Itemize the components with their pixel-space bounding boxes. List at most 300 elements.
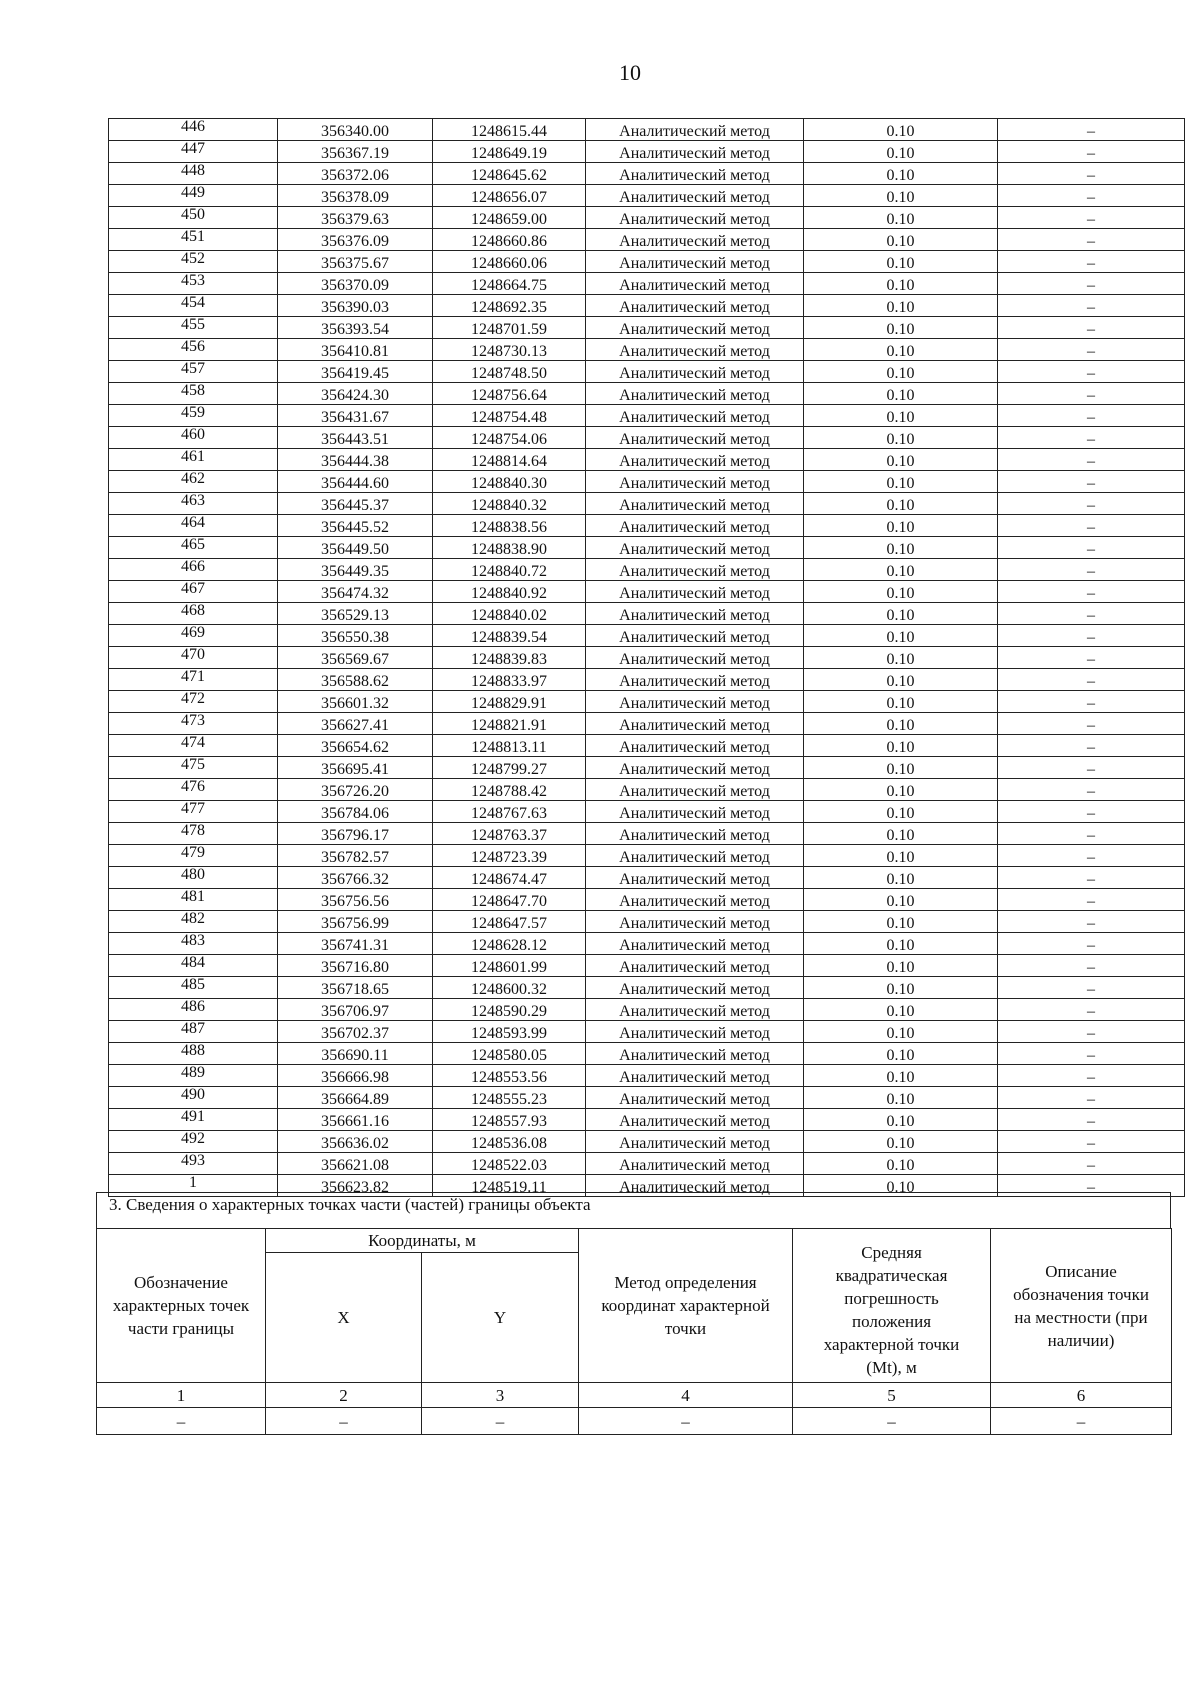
accuracy-cell: 0.10 — [804, 361, 998, 383]
table-row — [109, 405, 1185, 427]
point-id-cell: 475 — [109, 757, 278, 779]
method-cell: Аналитический метод — [586, 559, 804, 581]
method-cell: Аналитический метод — [586, 427, 804, 449]
method-cell: Аналитический метод — [586, 735, 804, 757]
accuracy-cell: 0.10 — [804, 779, 998, 801]
method-cell: Аналитический метод — [586, 823, 804, 845]
table-row — [109, 515, 1185, 537]
description-cell: – — [998, 999, 1185, 1021]
point-id-cell: 471 — [109, 669, 278, 691]
y-coordinate-cell: 1248788.42 — [433, 779, 586, 801]
description-cell: – — [998, 647, 1185, 669]
method-cell: Аналитический метод — [586, 141, 804, 163]
x-coordinate-cell: 356340.00 — [278, 119, 433, 141]
table-row — [109, 229, 1185, 251]
x-coordinate-cell: 356661.16 — [278, 1109, 433, 1131]
x-coordinate-cell: 356393.54 — [278, 317, 433, 339]
point-id-cell: 489 — [109, 1065, 278, 1087]
x-coordinate-cell: 356621.08 — [278, 1153, 433, 1175]
y-coordinate-cell: 1248601.99 — [433, 955, 586, 977]
table-row — [109, 625, 1185, 647]
description-cell: – — [998, 141, 1185, 163]
accuracy-cell: 0.10 — [804, 427, 998, 449]
x-coordinate-cell: 356370.09 — [278, 273, 433, 295]
accuracy-cell: 0.10 — [804, 471, 998, 493]
point-id-cell: 480 — [109, 867, 278, 889]
coordinates-table-body — [109, 119, 1185, 1197]
y-coordinate-cell: 1248647.57 — [433, 911, 586, 933]
description-cell: – — [998, 867, 1185, 889]
y-coordinate-cell: 1248645.62 — [433, 163, 586, 185]
x-coordinate-cell: 356664.89 — [278, 1087, 433, 1109]
accuracy-cell: 0.10 — [804, 669, 998, 691]
x-coordinate-cell: 356569.67 — [278, 647, 433, 669]
point-id-cell: 457 — [109, 361, 278, 383]
description-cell: – — [998, 603, 1185, 625]
table-row — [109, 955, 1185, 977]
description-cell: – — [998, 977, 1185, 999]
y-coordinate-cell: 1248600.32 — [433, 977, 586, 999]
method-cell: Аналитический метод — [586, 383, 804, 405]
method-cell: Аналитический метод — [586, 779, 804, 801]
x-coordinate-cell: 356379.63 — [278, 207, 433, 229]
x-coordinate-cell: 356716.80 — [278, 955, 433, 977]
accuracy-cell: 0.10 — [804, 1131, 998, 1153]
description-cell: – — [998, 515, 1185, 537]
y-coordinate-cell: 1248647.70 — [433, 889, 586, 911]
table-row — [109, 581, 1185, 603]
description-cell: – — [998, 1065, 1185, 1087]
table-row — [109, 1043, 1185, 1065]
y-coordinate-cell: 1248767.63 — [433, 801, 586, 823]
y-coordinate-cell: 1248522.03 — [433, 1153, 586, 1175]
empty-cell: – — [579, 1408, 793, 1435]
point-id-cell: 450 — [109, 207, 278, 229]
accuracy-cell: 0.10 — [804, 1175, 998, 1197]
y-coordinate-cell: 1248748.50 — [433, 361, 586, 383]
point-id-cell: 478 — [109, 823, 278, 845]
accuracy-cell: 0.10 — [804, 273, 998, 295]
point-id-cell: 484 — [109, 955, 278, 977]
point-id-cell: 460 — [109, 427, 278, 449]
method-cell: Аналитический метод — [586, 251, 804, 273]
point-id-cell: 485 — [109, 977, 278, 999]
x-coordinate-cell: 356424.30 — [278, 383, 433, 405]
y-coordinate-cell: 1248519.11 — [433, 1175, 586, 1197]
description-cell: – — [998, 933, 1185, 955]
description-cell: – — [998, 757, 1185, 779]
table-row — [109, 427, 1185, 449]
description-cell: – — [998, 779, 1185, 801]
description-cell: – — [998, 801, 1185, 823]
method-cell: Аналитический метод — [586, 911, 804, 933]
description-cell: – — [998, 1087, 1185, 1109]
description-cell: – — [998, 185, 1185, 207]
point-id-cell: 466 — [109, 559, 278, 581]
x-coordinate-cell: 356702.37 — [278, 1021, 433, 1043]
col-coordinates-header: Координаты, м — [266, 1229, 579, 1253]
empty-cell: – — [793, 1408, 991, 1435]
accuracy-cell: 0.10 — [804, 185, 998, 207]
table-row — [109, 977, 1185, 999]
x-coordinate-cell: 356588.62 — [278, 669, 433, 691]
method-cell: Аналитический метод — [586, 207, 804, 229]
x-coordinate-cell: 356726.20 — [278, 779, 433, 801]
accuracy-cell: 0.10 — [804, 1043, 998, 1065]
description-cell: – — [998, 1131, 1185, 1153]
x-coordinate-cell: 356756.56 — [278, 889, 433, 911]
x-coordinate-cell: 356718.65 — [278, 977, 433, 999]
y-coordinate-cell: 1248840.72 — [433, 559, 586, 581]
x-coordinate-cell: 356601.32 — [278, 691, 433, 713]
col-number-cell: 5 — [793, 1383, 991, 1408]
description-cell: – — [998, 537, 1185, 559]
point-id-cell: 492 — [109, 1131, 278, 1153]
accuracy-cell: 0.10 — [804, 845, 998, 867]
point-id-cell: 463 — [109, 493, 278, 515]
x-coordinate-cell: 356372.06 — [278, 163, 433, 185]
description-cell: – — [998, 1109, 1185, 1131]
point-id-cell: 493 — [109, 1153, 278, 1175]
description-cell: – — [998, 163, 1185, 185]
table-row — [109, 801, 1185, 823]
x-coordinate-cell: 356654.62 — [278, 735, 433, 757]
point-id-cell: 453 — [109, 273, 278, 295]
y-coordinate-cell: 1248628.12 — [433, 933, 586, 955]
point-id-cell: 462 — [109, 471, 278, 493]
y-coordinate-cell: 1248656.07 — [433, 185, 586, 207]
point-id-cell: 487 — [109, 1021, 278, 1043]
y-coordinate-cell: 1248799.27 — [433, 757, 586, 779]
coordinates-table — [108, 118, 1185, 1197]
accuracy-cell: 0.10 — [804, 735, 998, 757]
empty-cell: – — [266, 1408, 422, 1435]
x-coordinate-cell: 356443.51 — [278, 427, 433, 449]
table-row — [109, 735, 1185, 757]
y-coordinate-cell: 1248674.47 — [433, 867, 586, 889]
accuracy-cell: 0.10 — [804, 713, 998, 735]
description-cell: – — [998, 251, 1185, 273]
method-cell: Аналитический метод — [586, 515, 804, 537]
x-coordinate-cell: 356445.37 — [278, 493, 433, 515]
accuracy-cell: 0.10 — [804, 559, 998, 581]
x-coordinate-cell: 356741.31 — [278, 933, 433, 955]
method-cell: Аналитический метод — [586, 405, 804, 427]
method-cell: Аналитический метод — [586, 955, 804, 977]
y-coordinate-cell: 1248664.75 — [433, 273, 586, 295]
description-cell: – — [998, 1021, 1185, 1043]
point-id-cell: 479 — [109, 845, 278, 867]
table-row — [109, 713, 1185, 735]
col-method-header: Метод определения координат характерной точки — [579, 1229, 793, 1383]
method-cell: Аналитический метод — [586, 669, 804, 691]
y-coordinate-cell: 1248649.19 — [433, 141, 586, 163]
method-cell: Аналитический метод — [586, 317, 804, 339]
empty-cell: – — [422, 1408, 579, 1435]
method-cell: Аналитический метод — [586, 625, 804, 647]
point-id-cell: 486 — [109, 999, 278, 1021]
x-coordinate-cell: 356410.81 — [278, 339, 433, 361]
x-coordinate-cell: 356419.45 — [278, 361, 433, 383]
x-coordinate-cell: 356636.02 — [278, 1131, 433, 1153]
point-id-cell: 476 — [109, 779, 278, 801]
method-cell: Аналитический метод — [586, 537, 804, 559]
table-row — [109, 273, 1185, 295]
table-row — [109, 845, 1185, 867]
accuracy-cell: 0.10 — [804, 449, 998, 471]
accuracy-cell: 0.10 — [804, 317, 998, 339]
point-id-cell: 458 — [109, 383, 278, 405]
method-cell: Аналитический метод — [586, 647, 804, 669]
y-coordinate-cell: 1248660.86 — [433, 229, 586, 251]
y-coordinate-cell: 1248536.08 — [433, 1131, 586, 1153]
col-y-header: Y — [422, 1253, 579, 1383]
method-cell: Аналитический метод — [586, 801, 804, 823]
y-coordinate-cell: 1248756.64 — [433, 383, 586, 405]
empty-cell: – — [991, 1408, 1172, 1435]
method-cell: Аналитический метод — [586, 1021, 804, 1043]
table-row — [109, 1087, 1185, 1109]
x-coordinate-cell: 356444.38 — [278, 449, 433, 471]
y-coordinate-cell: 1248840.30 — [433, 471, 586, 493]
accuracy-cell: 0.10 — [804, 119, 998, 141]
x-coordinate-cell: 356378.09 — [278, 185, 433, 207]
accuracy-cell: 0.10 — [804, 493, 998, 515]
point-id-cell: 446 — [109, 119, 278, 141]
description-cell: – — [998, 119, 1185, 141]
y-coordinate-cell: 1248701.59 — [433, 317, 586, 339]
description-cell: – — [998, 1153, 1185, 1175]
point-id-cell: 451 — [109, 229, 278, 251]
y-coordinate-cell: 1248593.99 — [433, 1021, 586, 1043]
x-coordinate-cell: 356766.32 — [278, 867, 433, 889]
accuracy-cell: 0.10 — [804, 581, 998, 603]
col-number-cell: 3 — [422, 1383, 579, 1408]
x-coordinate-cell: 356782.57 — [278, 845, 433, 867]
method-cell: Аналитический метод — [586, 1175, 804, 1197]
table-row — [109, 1131, 1185, 1153]
method-cell: Аналитический метод — [586, 581, 804, 603]
accuracy-cell: 0.10 — [804, 383, 998, 405]
description-cell: – — [998, 713, 1185, 735]
accuracy-cell: 0.10 — [804, 339, 998, 361]
point-id-cell: 454 — [109, 295, 278, 317]
table-row — [109, 339, 1185, 361]
description-cell: – — [998, 669, 1185, 691]
y-coordinate-cell: 1248557.93 — [433, 1109, 586, 1131]
method-cell: Аналитический метод — [586, 1153, 804, 1175]
point-id-cell: 447 — [109, 141, 278, 163]
point-id-cell: 464 — [109, 515, 278, 537]
table-row — [109, 317, 1185, 339]
y-coordinate-cell: 1248730.13 — [433, 339, 586, 361]
method-cell: Аналитический метод — [586, 1109, 804, 1131]
description-cell: – — [998, 955, 1185, 977]
accuracy-cell: 0.10 — [804, 207, 998, 229]
description-cell: – — [998, 471, 1185, 493]
y-coordinate-cell: 1248839.54 — [433, 625, 586, 647]
description-cell: – — [998, 339, 1185, 361]
point-id-cell: 472 — [109, 691, 278, 713]
accuracy-cell: 0.10 — [804, 823, 998, 845]
x-coordinate-cell: 356445.52 — [278, 515, 433, 537]
description-cell: – — [998, 911, 1185, 933]
section-3-table — [96, 1228, 1172, 1435]
description-cell: – — [998, 823, 1185, 845]
table-row — [109, 251, 1185, 273]
table-row — [109, 757, 1185, 779]
table-row — [109, 823, 1185, 845]
description-cell: – — [998, 295, 1185, 317]
method-cell: Аналитический метод — [586, 361, 804, 383]
empty-cell: – — [97, 1408, 266, 1435]
col-x-header: X — [266, 1253, 422, 1383]
table-row — [109, 779, 1185, 801]
description-cell: – — [998, 559, 1185, 581]
accuracy-cell: 0.10 — [804, 647, 998, 669]
y-coordinate-cell: 1248660.06 — [433, 251, 586, 273]
description-cell: – — [998, 889, 1185, 911]
accuracy-cell: 0.10 — [804, 955, 998, 977]
accuracy-cell: 0.10 — [804, 229, 998, 251]
accuracy-cell: 0.10 — [804, 1021, 998, 1043]
accuracy-cell: 0.10 — [804, 537, 998, 559]
description-cell: – — [998, 1175, 1185, 1197]
point-id-cell: 488 — [109, 1043, 278, 1065]
section-3-title: 3. Сведения о характерных точках части (частей) границы объекта — [96, 1192, 1171, 1228]
accuracy-cell: 0.10 — [804, 295, 998, 317]
accuracy-cell: 0.10 — [804, 625, 998, 647]
y-coordinate-cell: 1248692.35 — [433, 295, 586, 317]
col-number-cell: 4 — [579, 1383, 793, 1408]
accuracy-cell: 0.10 — [804, 691, 998, 713]
table-row — [109, 867, 1185, 889]
point-id-cell: 482 — [109, 911, 278, 933]
col-designation-header: Обозначение характерных точек части границы — [97, 1229, 266, 1383]
x-coordinate-cell: 356627.41 — [278, 713, 433, 735]
table-row — [109, 163, 1185, 185]
page-number: 10 — [619, 60, 641, 85]
y-coordinate-cell: 1248754.06 — [433, 427, 586, 449]
point-id-cell: 490 — [109, 1087, 278, 1109]
table-row — [109, 1065, 1185, 1087]
description-cell: – — [998, 317, 1185, 339]
description-cell: – — [998, 229, 1185, 251]
accuracy-cell: 0.10 — [804, 603, 998, 625]
table-row — [109, 1109, 1185, 1131]
point-id-cell: 481 — [109, 889, 278, 911]
table-row — [109, 141, 1185, 163]
point-id-cell: 455 — [109, 317, 278, 339]
x-coordinate-cell: 356666.98 — [278, 1065, 433, 1087]
method-cell: Аналитический метод — [586, 295, 804, 317]
method-cell: Аналитический метод — [586, 933, 804, 955]
point-id-cell: 468 — [109, 603, 278, 625]
table-row — [109, 933, 1185, 955]
table-row — [109, 889, 1185, 911]
table-row — [109, 471, 1185, 493]
method-cell: Аналитический метод — [586, 603, 804, 625]
method-cell: Аналитический метод — [586, 889, 804, 911]
accuracy-cell: 0.10 — [804, 141, 998, 163]
accuracy-cell: 0.10 — [804, 867, 998, 889]
y-coordinate-cell: 1248840.02 — [433, 603, 586, 625]
accuracy-cell: 0.10 — [804, 1109, 998, 1131]
x-coordinate-cell: 356784.06 — [278, 801, 433, 823]
description-cell: – — [998, 1043, 1185, 1065]
point-id-cell: 461 — [109, 449, 278, 471]
y-coordinate-cell: 1248839.83 — [433, 647, 586, 669]
method-cell: Аналитический метод — [586, 471, 804, 493]
x-coordinate-cell: 356444.60 — [278, 471, 433, 493]
x-coordinate-cell: 356695.41 — [278, 757, 433, 779]
accuracy-cell: 0.10 — [804, 889, 998, 911]
method-cell: Аналитический метод — [586, 1043, 804, 1065]
y-coordinate-cell: 1248555.23 — [433, 1087, 586, 1109]
table-row — [109, 1021, 1185, 1043]
point-id-cell: 474 — [109, 735, 278, 757]
table-row — [109, 537, 1185, 559]
point-id-cell: 1 — [109, 1175, 278, 1197]
y-coordinate-cell: 1248813.11 — [433, 735, 586, 757]
description-cell: – — [998, 405, 1185, 427]
y-coordinate-cell: 1248590.29 — [433, 999, 586, 1021]
x-coordinate-cell: 356367.19 — [278, 141, 433, 163]
description-cell: – — [998, 581, 1185, 603]
description-cell: – — [998, 383, 1185, 405]
col-number-cell: 2 — [266, 1383, 422, 1408]
table-row — [109, 383, 1185, 405]
col-description-header: Описание обозначения точки на местности (при наличии) — [991, 1229, 1172, 1383]
description-cell: – — [998, 845, 1185, 867]
y-coordinate-cell: 1248833.97 — [433, 669, 586, 691]
table-row — [109, 449, 1185, 471]
method-cell: Аналитический метод — [586, 977, 804, 999]
method-cell: Аналитический метод — [586, 229, 804, 251]
table-row — [109, 603, 1185, 625]
method-cell: Аналитический метод — [586, 119, 804, 141]
table-row — [109, 185, 1185, 207]
method-cell: Аналитический метод — [586, 713, 804, 735]
method-cell: Аналитический метод — [586, 999, 804, 1021]
table-row — [109, 119, 1185, 141]
x-coordinate-cell: 356449.35 — [278, 559, 433, 581]
x-coordinate-cell: 356529.13 — [278, 603, 433, 625]
x-coordinate-cell: 356474.32 — [278, 581, 433, 603]
x-coordinate-cell: 356756.99 — [278, 911, 433, 933]
y-coordinate-cell: 1248763.37 — [433, 823, 586, 845]
table-row — [109, 647, 1185, 669]
table-row — [109, 361, 1185, 383]
description-cell: – — [998, 493, 1185, 515]
point-id-cell: 483 — [109, 933, 278, 955]
description-cell: – — [998, 427, 1185, 449]
x-coordinate-cell: 356449.50 — [278, 537, 433, 559]
point-id-cell: 470 — [109, 647, 278, 669]
y-coordinate-cell: 1248838.56 — [433, 515, 586, 537]
y-coordinate-cell: 1248829.91 — [433, 691, 586, 713]
description-cell: – — [998, 449, 1185, 471]
table-row — [109, 669, 1185, 691]
accuracy-cell: 0.10 — [804, 1153, 998, 1175]
accuracy-cell: 0.10 — [804, 933, 998, 955]
y-coordinate-cell: 1248840.92 — [433, 581, 586, 603]
point-id-cell: 448 — [109, 163, 278, 185]
method-cell: Аналитический метод — [586, 273, 804, 295]
accuracy-cell: 0.10 — [804, 515, 998, 537]
description-cell: – — [998, 735, 1185, 757]
x-coordinate-cell: 356550.38 — [278, 625, 433, 647]
